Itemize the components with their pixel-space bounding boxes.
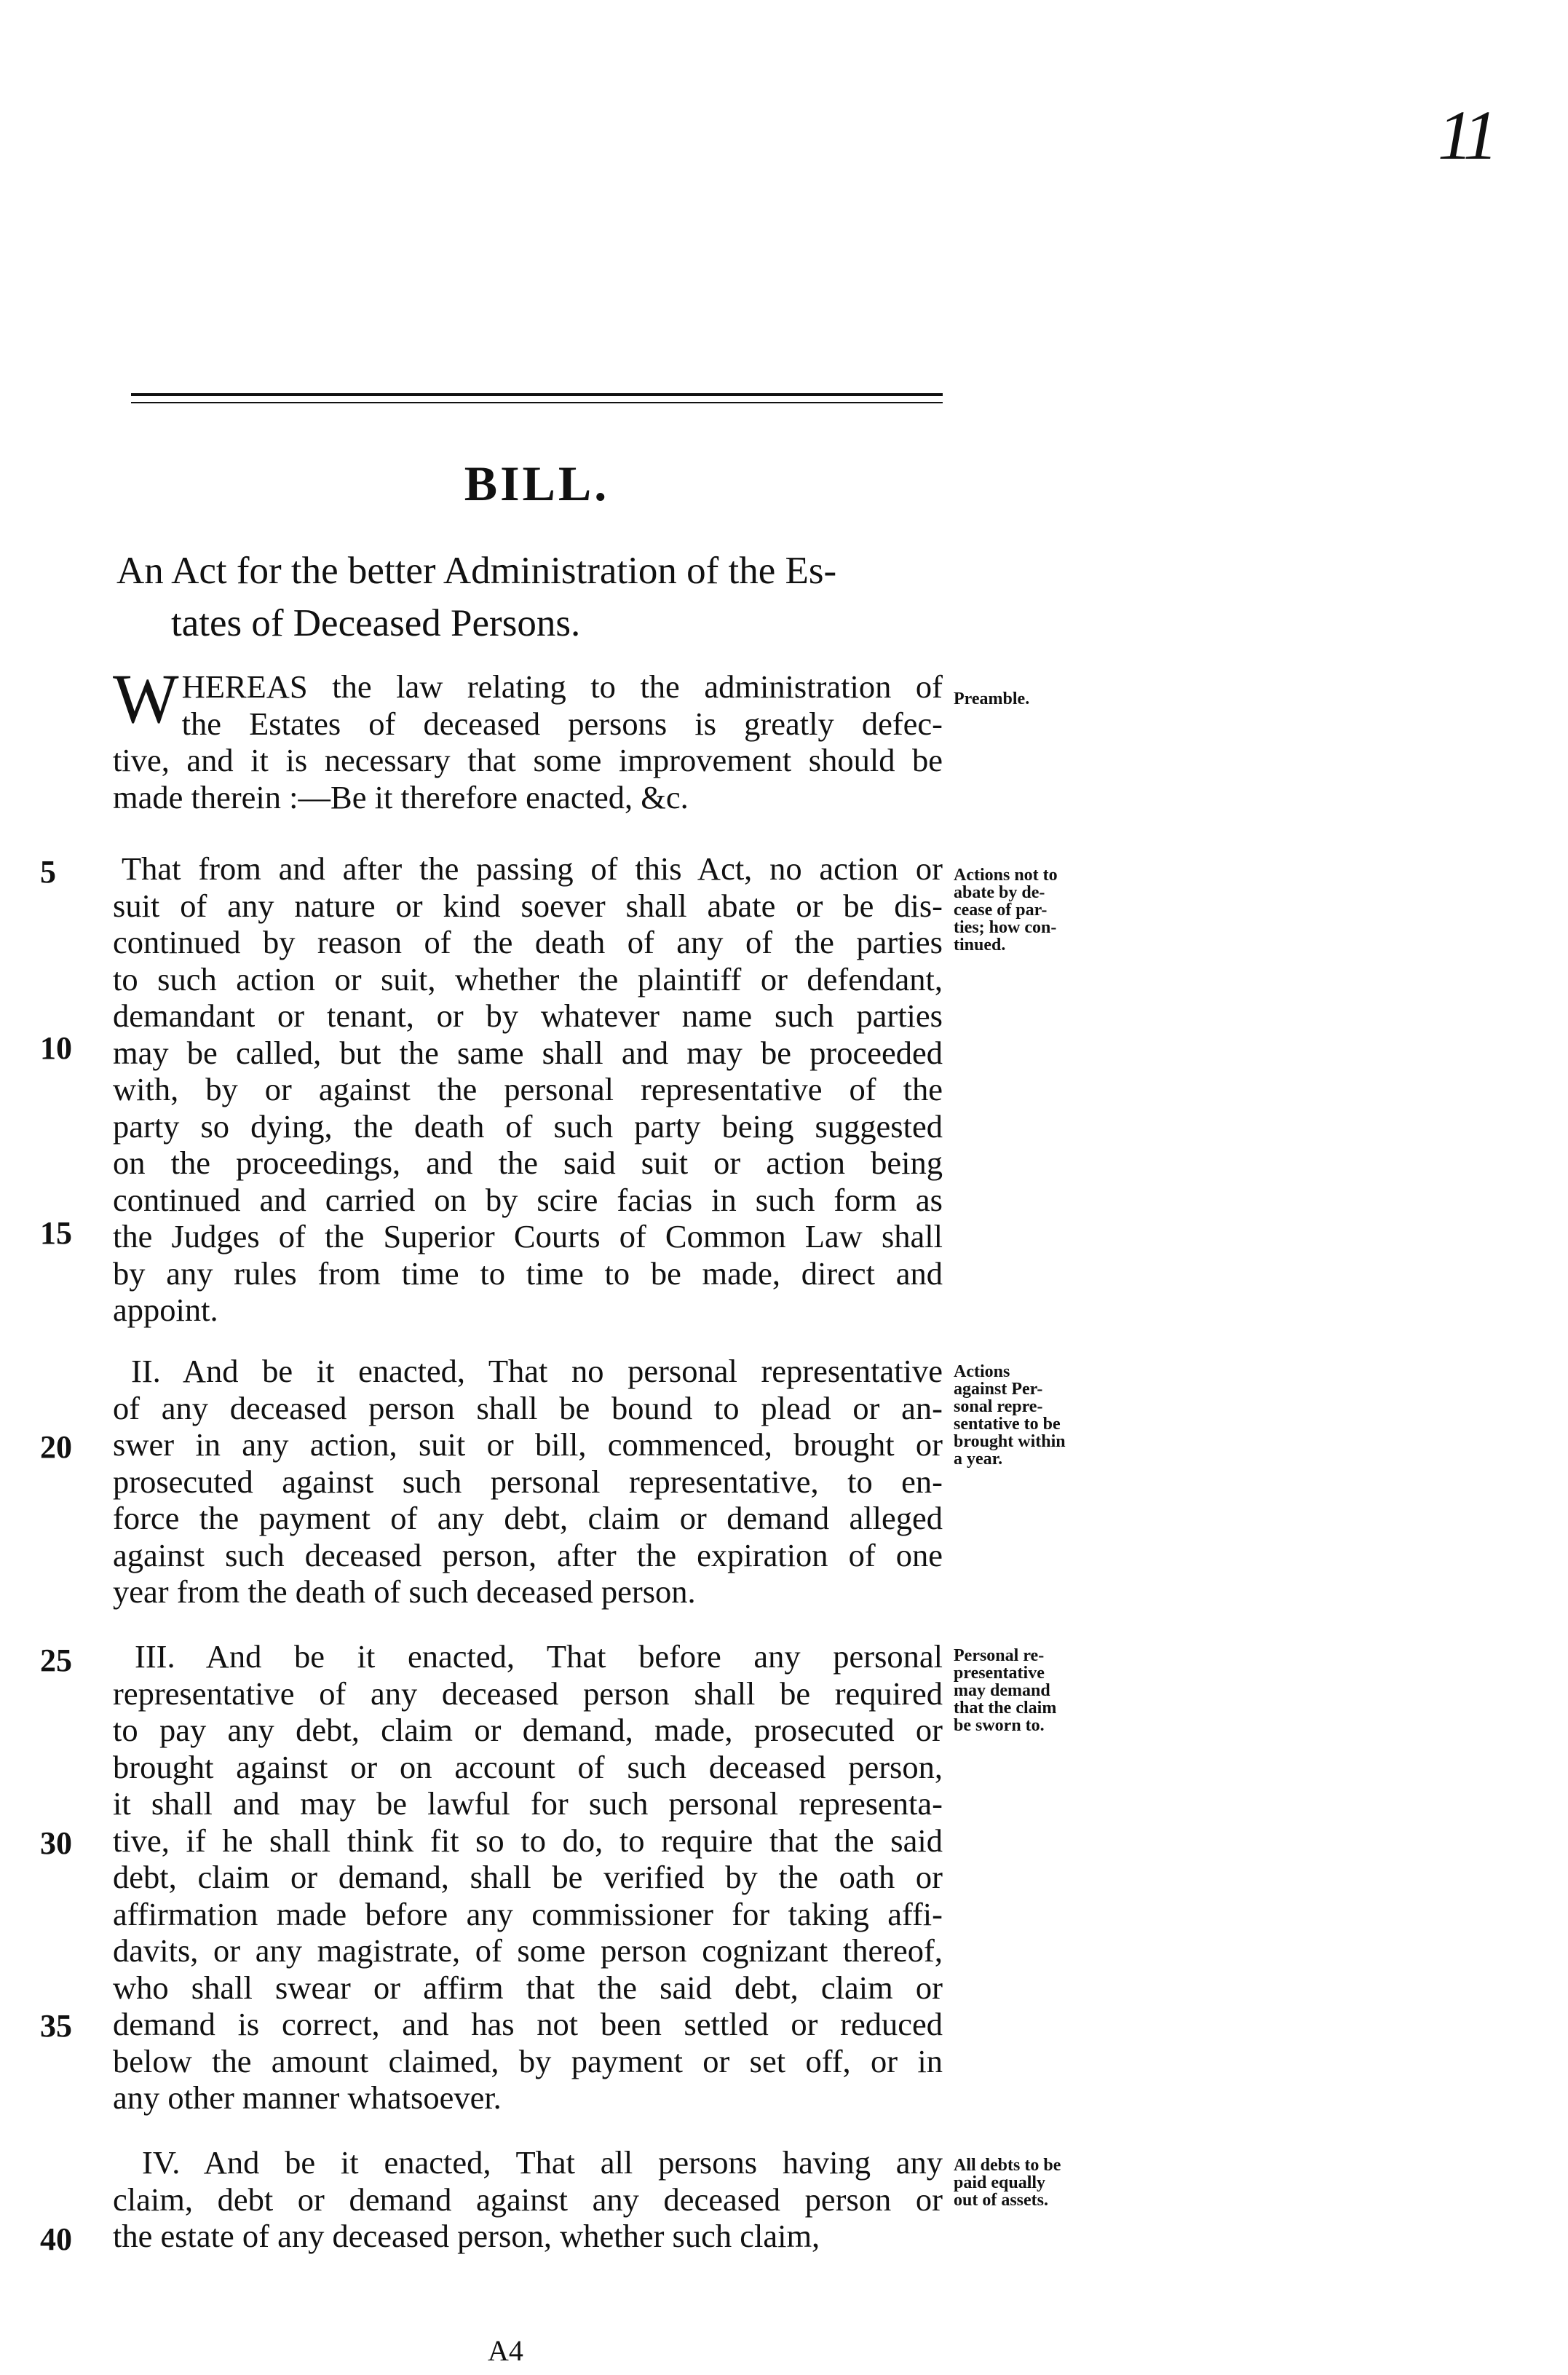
line-number: 35 <box>40 2008 72 2044</box>
margin-note-line: cease of par- <box>954 901 1048 920</box>
section-2-line: II. And be it enacted, That no personal representative <box>131 1353 943 1389</box>
section-3-line: representative of any deceased person shall be required <box>113 1675 943 1712</box>
line-number: 40 <box>40 2221 72 2257</box>
section-1-line: continued by reason of the death of any of the parties <box>113 924 943 960</box>
header-rule-bottom <box>131 402 943 403</box>
section-1-line: party so dying, the death of such party being suggested <box>113 1107 943 1145</box>
subtitle-line-1: An Act for the better Administration of the Es- <box>116 550 837 592</box>
margin-note-line: sentative to be <box>954 1415 1061 1434</box>
section-1-line: continued and carried on by scire facias in such form as <box>113 1181 943 1218</box>
margin-note-section-4 <box>954 2157 1114 2209</box>
preamble-dropcap: W <box>113 660 179 738</box>
preamble-line: tive, and it is necessary that some improvement should be <box>113 742 943 778</box>
header-rule-top <box>131 393 943 396</box>
margin-note-line: be sworn to. <box>954 1716 1045 1735</box>
margin-note-line: abate by de- <box>954 883 1045 902</box>
line-number: 15 <box>40 1215 72 1251</box>
section-3-line: affirmation made before any commissioner for taking affi- <box>113 1895 943 1932</box>
margin-note-section-1 <box>954 866 1114 954</box>
section-2-line: force the payment of any debt, claim or demand alleged <box>113 1500 943 1536</box>
margin-note-line: tinued. <box>954 936 1006 955</box>
section-1-line: to such action or suit, whether the plaintiff or defendant, <box>113 960 943 997</box>
section-3-line: demand is correct, and has not been settled or reduced <box>113 2006 943 2042</box>
act-subtitle <box>116 545 954 649</box>
margin-note-line: may demand <box>954 1681 1050 1700</box>
margin-note-line: brought within <box>954 1432 1066 1451</box>
margin-note-line: a year. <box>954 1450 1003 1469</box>
margin-note-line: against Per- <box>954 1380 1043 1399</box>
margin-note-preamble <box>954 690 1114 708</box>
section-1-line: by any rules from time to time to be made, direct and <box>113 1254 943 1292</box>
margin-note-section-2 <box>954 1363 1114 1468</box>
margin-note-line: Actions <box>954 1362 1010 1381</box>
section-2-line: of any deceased person shall be bound to plead or an- <box>113 1389 943 1426</box>
page-number: 11 <box>1438 96 1494 174</box>
section-2-line: against such deceased person, after the expiration of one <box>113 1536 943 1573</box>
section-2-line: year from the death of such deceased person. <box>113 1573 696 1610</box>
margin-note-section-3 <box>954 1647 1114 1734</box>
section-1-line: on the proceedings, and the said suit or action being <box>113 1145 943 1181</box>
section-4-line: claim, debt or demand against any deceased person or <box>113 2181 943 2218</box>
section-3-line: III. And be it enacted, That before any personal <box>135 1638 943 1675</box>
section-4-line: IV. And be it enacted, That all persons having any <box>142 2144 943 2181</box>
margin-note-line: Preamble. <box>954 689 1030 708</box>
preamble-line: the Estates of deceased persons is greatly defec- <box>181 705 943 742</box>
section-3-line: brought against or on account of such deceased person, <box>113 1748 943 1785</box>
section-4-line: the estate of any deceased person, whether such claim, <box>113 2218 820 2254</box>
margin-note-line: All debts to be <box>954 2156 1061 2175</box>
section-3-paragraph <box>113 1638 943 2117</box>
section-3-line: any other manner whatsoever. <box>113 2079 502 2116</box>
section-1-line: the Judges of the Superior Courts of Common Law shall <box>113 1218 943 1254</box>
margin-note-line: sonal repre- <box>954 1397 1043 1416</box>
section-1-line: suit of any nature or kind soever shall abate or be dis- <box>113 887 943 924</box>
bill-title: BILL. <box>464 456 610 511</box>
line-number: 20 <box>40 1429 72 1465</box>
margin-note-line: out of assets. <box>954 2191 1048 2210</box>
margin-note-line: Actions not to <box>954 866 1058 885</box>
section-4-paragraph <box>113 2144 943 2255</box>
margin-note-line: Personal re- <box>954 1646 1045 1665</box>
section-3-line: who shall swear or affirm that the said debt, claim or <box>113 1969 943 2006</box>
subtitle-line-2: tates of Deceased Persons. <box>171 602 581 644</box>
section-2-line: swer in any action, suit or bill, commenced, brought or <box>113 1426 943 1463</box>
preamble-line: HEREAS the law relating to the administration of <box>181 668 943 705</box>
section-1-paragraph <box>113 850 943 1329</box>
signature-mark: A4 <box>488 2334 523 2367</box>
margin-note-line: ties; how con- <box>954 918 1057 937</box>
line-number: 30 <box>40 1825 72 1861</box>
section-2-paragraph <box>113 1353 943 1611</box>
section-3-line: davits, or any magistrate, of some person cognizant thereof, <box>113 1932 943 1969</box>
line-number: 10 <box>40 1030 72 1066</box>
preamble-paragraph <box>113 660 943 815</box>
section-1-line: appoint. <box>113 1292 218 1328</box>
line-number: 5 <box>40 854 56 890</box>
section-1-line: demandant or tenant, or by whatever name such parties <box>113 997 943 1034</box>
margin-note-line: that the claim <box>954 1699 1057 1718</box>
section-1-line: That from and after the passing of this Act, no action or <box>122 850 943 887</box>
line-number: 25 <box>40 1643 72 1678</box>
margin-note-line: presentative <box>954 1664 1045 1683</box>
section-3-line: tive, if he shall think fit so to do, to require that the said <box>113 1822 943 1859</box>
section-2-line: prosecuted against such personal representative, to en- <box>113 1463 943 1500</box>
section-3-line: debt, claim or demand, shall be verified by the oath or <box>113 1859 943 1895</box>
section-1-line: with, by or against the personal representative of the <box>113 1071 943 1107</box>
section-3-line: below the amount claimed, by payment or set off, or in <box>113 2042 943 2079</box>
preamble-line: made therein :—Be it therefore enacted, &c. <box>113 778 689 815</box>
section-3-line: it shall and may be lawful for such personal representa- <box>113 1785 943 1822</box>
section-1-line: may be called, but the same shall and may be proceeded <box>113 1034 943 1071</box>
section-3-line: to pay any debt, claim or demand, made, prosecuted or <box>113 1712 943 1748</box>
margin-note-line: paid equally <box>954 2173 1046 2192</box>
